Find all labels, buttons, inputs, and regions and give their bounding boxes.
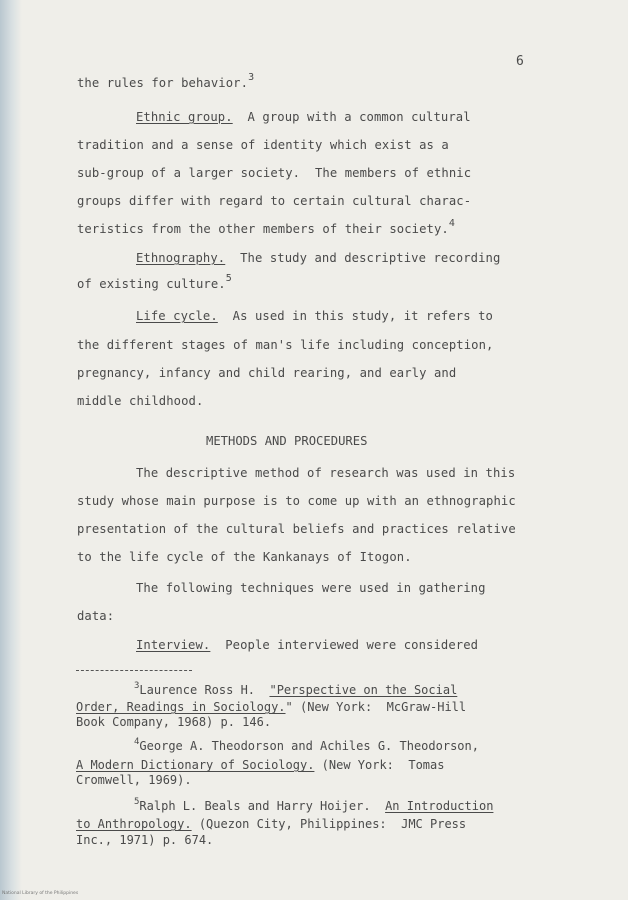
footnote-4-line-1 (134, 737, 479, 753)
footnote-5-line-1 (134, 797, 494, 813)
body-text: As used in this study, it refers to (217, 309, 493, 323)
body-text: A group with a common cultural (232, 110, 471, 124)
footnote-text: (New York: Tomas (314, 758, 445, 772)
body-text: The study and descriptive recording (225, 251, 501, 265)
footnote-4-line-2 (76, 759, 444, 771)
library-credit: National Library of the Philippines (2, 891, 79, 896)
footnote-text: Ralph L. Beals and Harry Hoijer. (139, 799, 386, 813)
footnote-number: 4 (134, 737, 140, 747)
body-line: data: (77, 609, 115, 623)
footnote-5-line-2 (76, 818, 466, 830)
footnote-text: " (New York: McGraw-Hill (285, 700, 467, 714)
body-line: pregnancy, infancy and child rearing, and early and (77, 366, 457, 380)
footnote-ref: 3 (248, 72, 255, 83)
page-number: 6 (516, 54, 524, 69)
definition-ethnography (136, 251, 500, 265)
term-life-cycle: Life cycle. (136, 309, 218, 323)
definition-ethnic-group (136, 110, 471, 124)
body-line: sub-group of a larger society. The members of ethnic (77, 166, 472, 180)
body-line: The descriptive method of research was used in this (136, 466, 516, 480)
body-line (77, 72, 255, 90)
body-text: People interviewed were considered (210, 638, 479, 652)
footnote-title: "Perspective on the Social (269, 683, 458, 697)
body-text: teristics from the other members of their society. (77, 222, 449, 236)
footnote-number: 5 (134, 797, 140, 807)
footnote-ref: 4 (448, 218, 455, 229)
body-line: to the life cycle of the Kankanays of Itogon. (77, 550, 412, 564)
body-line: tradition and a sense of identity which exist as a (77, 138, 449, 152)
body-text: of existing culture. (77, 277, 226, 291)
body-line: The following techniques were used in gathering (136, 581, 486, 595)
footnote-5-line-3: Inc., 1971) p. 674. (76, 833, 214, 847)
footnote-title: An Introduction (385, 799, 494, 813)
footnote-4-line-3: Cromwell, 1969). (76, 773, 192, 787)
definition-life-cycle (136, 309, 493, 323)
footnote-ref: 5 (225, 273, 232, 284)
section-heading: METHODS AND PROCEDURES (206, 434, 368, 448)
term-ethnic-group: Ethnic group. (136, 110, 233, 124)
definition-interview (136, 638, 478, 652)
body-line (77, 273, 232, 291)
body-text: the rules for behavior. (77, 76, 249, 90)
footnote-title: to Anthropology. (76, 817, 192, 831)
body-line: groups differ with regard to certain cultural charac- (77, 194, 472, 208)
footnote-number: 3 (134, 681, 140, 691)
body-line: the different stages of man's life including conception, (77, 338, 494, 352)
footnote-3-line-3: Book Company, 1968) p. 146. (76, 715, 272, 729)
footnote-text: (Quezon City, Philippines: JMC Press (191, 817, 467, 831)
body-line: presentation of the cultural beliefs and practices relative (77, 522, 516, 536)
footnote-separator (76, 670, 192, 671)
body-line (77, 218, 455, 236)
footnote-text: George A. Theodorson and Achiles G. Theodorson, (139, 739, 479, 753)
footnote-title: Order, Readings in Sociology. (76, 700, 286, 714)
body-line: middle childhood. (77, 394, 204, 408)
term-ethnography: Ethnography. (136, 251, 226, 265)
term-interview: Interview. (136, 638, 211, 652)
footnote-3-line-2 (76, 701, 466, 713)
body-line: study whose main purpose is to come up with an ethnographic (77, 494, 516, 508)
footnote-3-line-1 (134, 681, 458, 697)
footnote-text: Laurence Ross H. (139, 683, 270, 697)
footnote-title: A Modern Dictionary of Sociology. (76, 758, 315, 772)
